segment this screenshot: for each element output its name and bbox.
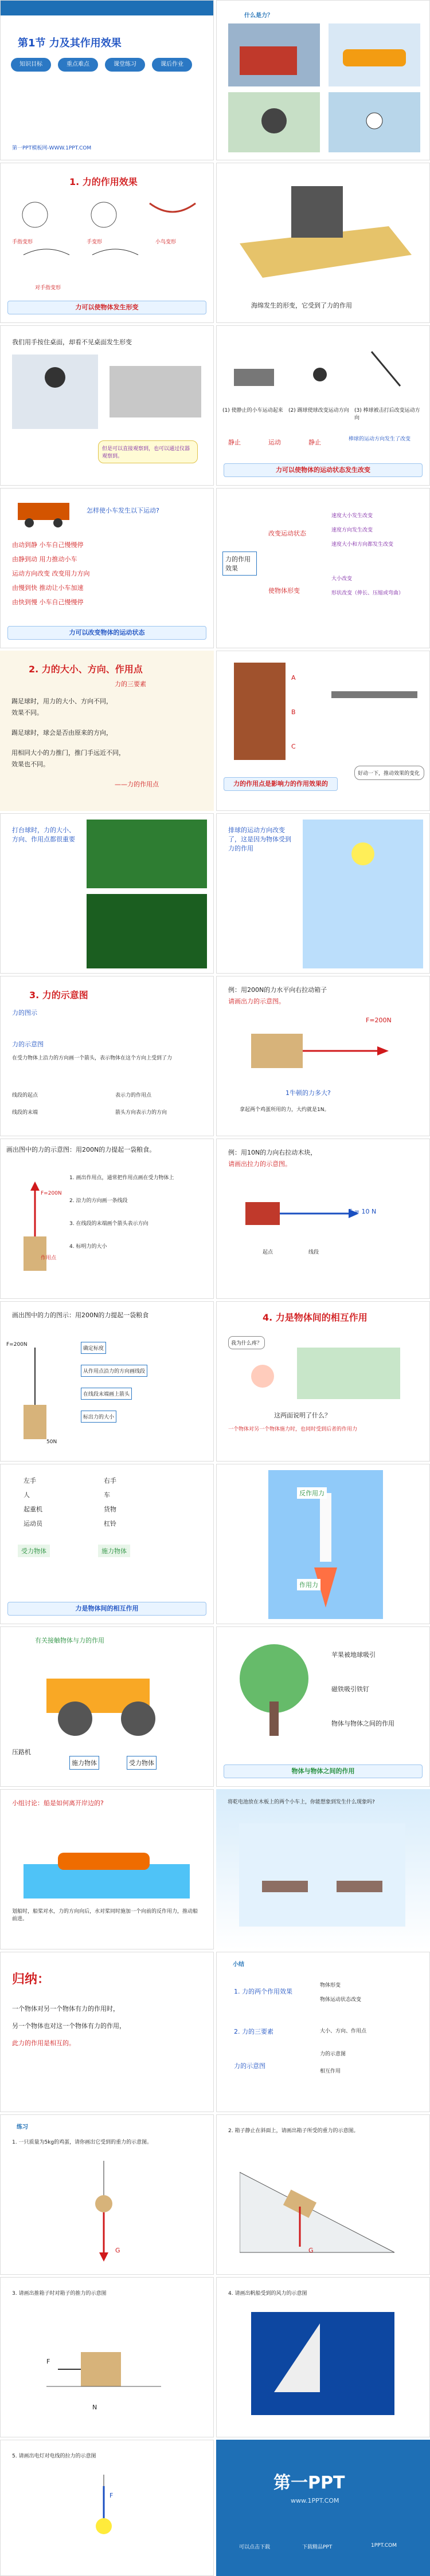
box-applier: 施力物体 — [69, 1756, 99, 1770]
banner: 力可以使物体发生形变 — [7, 301, 206, 314]
slide-exercise-1 — [0, 2114, 214, 2275]
label-point: 表示力的作用点 — [115, 1093, 152, 1098]
sub: 力的三要素 — [115, 680, 146, 688]
caption-3: (3) 棒球被击打后改变运动方向 — [354, 408, 420, 421]
slide-tag: 小结 — [228, 1961, 249, 1969]
sailboat-photo — [251, 2312, 394, 2415]
note: 拿起两个鸡蛋所用的力，大约就是1N。 — [240, 1107, 330, 1113]
chain-1: 静止 — [228, 439, 241, 446]
right-4: 杠铃 — [104, 1520, 116, 1527]
slide-exercise-3 — [0, 2277, 214, 2437]
boat-image — [24, 1818, 190, 1898]
title: 归纳： — [12, 1972, 50, 1987]
sub-1: 物体形变 — [320, 1983, 341, 1988]
box-receiver: 受力物体 — [127, 1756, 157, 1770]
slide-brand — [216, 2440, 430, 2576]
door-wrench — [228, 663, 423, 766]
slide-force-diagram — [0, 976, 214, 1136]
slide-roller — [0, 1626, 214, 1787]
battery-carts — [239, 1823, 405, 1927]
tab-key[interactable]: 重点难点 — [58, 58, 98, 72]
volleyball-photo — [303, 820, 423, 968]
info-3[interactable]: 1PPT.COM — [371, 2543, 397, 2549]
tab-practice[interactable]: 课堂练习 — [105, 58, 145, 72]
tail: ——力的作用点 — [115, 781, 159, 788]
slide-conclusion — [0, 1952, 214, 2112]
speed-both: 速度大小和方向都发生改变 — [331, 542, 394, 548]
label-g: G — [115, 2247, 120, 2254]
line-3: 踢足球时，球会是否由原来的方向， — [11, 729, 112, 736]
bubble: 我为什么疼？ — [228, 1336, 265, 1349]
heading: 2. 力的大小、方向、作用点 — [29, 664, 143, 675]
label-f: F=200N — [41, 1191, 62, 1196]
label-action: 作用力 — [297, 1579, 320, 1590]
label-end: 线段的末端 — [12, 1110, 38, 1116]
label-point: 作用点 — [41, 1255, 57, 1261]
soccer-kick — [240, 1348, 412, 1405]
slide-agents — [0, 1464, 214, 1624]
slide-what-is-force — [216, 0, 430, 160]
text: 2. 箱子静止在斜面上，请画出箱子所受的重力的示意图。 — [228, 2128, 359, 2134]
text: 我们用手按住桌面，却看不见桌面发生形变 — [12, 338, 132, 346]
effects-root: 力的作用效果 — [222, 552, 257, 576]
item-1: 1. 力的两个作用效果 — [234, 1988, 292, 1995]
box-3: 在线段末端画上箭头 — [81, 1388, 132, 1400]
item-2: 由静到动 用力推动小车 — [12, 556, 77, 563]
text: 例：用200N的力水平向右拉动箱子 — [228, 986, 327, 994]
text: 将乾电池放在木板上的两个小车上，你能想象到发生什么现象吗? — [228, 1799, 375, 1805]
label-1n: 1牛顿的力多大? — [286, 1089, 331, 1097]
heading: 3. 力的示意图 — [29, 990, 88, 1001]
label-line: 线段 — [308, 1250, 319, 1255]
box-1: 确定标度 — [81, 1342, 106, 1354]
label-start: 线段的起点 — [12, 1093, 38, 1098]
item-3: 力的示意图 — [234, 2062, 265, 2070]
banner-applier: 施力物体 — [98, 1545, 130, 1557]
slide-mutual-force — [216, 1301, 430, 1462]
info-2[interactable]: 下载精品PPT — [302, 2545, 333, 2550]
brand: 第一PPT — [273, 2473, 345, 2493]
label-direction: 箭头方向表示力的方向 — [115, 1110, 167, 1116]
speed-direction: 速度方向发生改变 — [331, 527, 373, 533]
shape-change: 形状改变（伸长、压缩或弯曲） — [331, 590, 404, 596]
label-f: F — [110, 2492, 114, 2499]
heading: 1. 力的作用效果 — [69, 176, 138, 187]
incline-diagram — [240, 2155, 400, 2258]
conclusion: 一个物体对另一个物体施力时，也同时受到后者的作用力 — [228, 1427, 358, 1432]
question: 这两面说明了什么？ — [274, 1412, 331, 1419]
slide-force-scale — [0, 1301, 214, 1462]
item-1: 由动到静 小车自己慢慢停 — [12, 541, 84, 549]
banner: 力可以改变物体的运动状态 — [7, 626, 206, 640]
cart-icon — [12, 497, 81, 531]
label-n: N — [92, 2404, 97, 2411]
step-3: 3. 在线段的末端画个箭头表示方向 — [69, 1221, 148, 1227]
label-to-finger: 对手指变形 — [35, 285, 61, 291]
info-1[interactable]: 可以点击下载 — [239, 2545, 271, 2550]
letter-a: A — [291, 674, 296, 682]
heading: 4. 力是物体间的相互作用 — [263, 1312, 368, 1323]
sub: 力的图示 — [12, 1009, 37, 1017]
sponge-image — [228, 175, 417, 289]
slide-tag: 什么是力？ — [240, 12, 277, 20]
title: 有关接触物体与力的作用 — [35, 1637, 104, 1644]
slide-boat — [0, 1789, 214, 1949]
box-4: 标出力的大小 — [81, 1411, 116, 1423]
banner-receiver: 受力物体 — [18, 1545, 50, 1557]
chain-2: 运动 — [268, 439, 281, 446]
force-photos — [228, 23, 423, 155]
slide-billiards — [0, 813, 214, 974]
item-4: 由慢到快 推动让小车加速 — [12, 584, 84, 592]
text: 4. 请画出帆船受到的风力的示意图 — [228, 2291, 307, 2297]
slide-exercise-2 — [216, 2114, 430, 2275]
note: 排球的运动方向改变了，这是因为物体受到力的作用 — [228, 826, 291, 852]
label-objects: 物体与物体之间的作用 — [331, 1720, 394, 1727]
text: 例：用10N的力向右拉动木块， — [228, 1149, 317, 1156]
label-reaction: 反作用力 — [297, 1487, 327, 1499]
speed-size: 速度大小发生改变 — [331, 513, 373, 519]
sub-5: 相互作用 — [320, 2069, 341, 2074]
bubble: 但是可以直接观察到，也可以通过仪器观察到。 — [98, 440, 198, 463]
brand-url: www.1PPT.COM — [291, 2497, 339, 2504]
desc: 在受力物体上沿力的方向画一个箭头，表示物体在这个方向上受到了力 — [12, 1055, 173, 1061]
slide-steps — [0, 1139, 214, 1299]
slide-desk — [0, 325, 214, 486]
apple-tree — [228, 1638, 320, 1742]
step-1: 1. 画出作用点，通常把作用点画在受力物体上 — [69, 1175, 174, 1181]
title: 画出图中的力的示意图：用200N的力提起一袋粮食。 — [6, 1146, 156, 1153]
label-f: F — [46, 2358, 50, 2365]
box-force-arrow — [240, 1017, 400, 1080]
desk-photos — [12, 355, 201, 435]
slide-door — [216, 651, 430, 811]
slide-box-example — [216, 976, 430, 1136]
label-magnet: 磁铁吸引铁钉 — [331, 1685, 369, 1693]
change-motion: 改变运动状态 — [268, 530, 306, 537]
caption-1: (1) 使静止的小车运动起来 — [222, 408, 283, 413]
block-force-arrow — [234, 1185, 406, 1242]
label-start: 起点 — [263, 1250, 273, 1255]
left-2: 人 — [24, 1491, 30, 1499]
question: 请画出拉力的示意图。 — [228, 1160, 291, 1168]
text: 力的示意图 — [12, 1041, 44, 1048]
step-2: 2. 沿力的方向画一条线段 — [69, 1198, 128, 1204]
caption: 压路机 — [12, 1748, 31, 1756]
slide-block-example — [216, 1139, 430, 1299]
line-1: 踢足球时，用力的大小、方向不同， — [11, 698, 112, 705]
caption: 海绵发生的形变，它受到了力的作用 — [251, 302, 352, 309]
line-4: 用相同大小的力推门，推门手远近不同， — [11, 749, 125, 757]
text: 1. 一只质量为5kg的鸡蛋，请你画出它受到的重力的示意图。 — [12, 2140, 153, 2145]
scale-diagram — [12, 1336, 58, 1451]
deformation-illustrations — [12, 192, 207, 283]
text: 划船时，船桨对水，力的方向向后，水对桨同时施加一个向前的反作用力，推动船前进。 — [12, 1909, 198, 1922]
slide-effects-summary — [216, 488, 430, 648]
footer: 力是物体间的相互作用 — [7, 1602, 206, 1616]
right-2: 车 — [104, 1491, 110, 1499]
right-3: 货物 — [104, 1506, 116, 1513]
slide-summary — [216, 1952, 430, 2112]
push-box — [46, 2329, 161, 2409]
caption-2: (2) 踢球使球改变运动方向 — [288, 408, 349, 413]
chain-3: 静止 — [308, 439, 321, 446]
line-1: 一个物体对另一个物体有力的作用时， — [12, 2005, 119, 2012]
sub-3: 大小、方向、作用点 — [320, 2028, 367, 2034]
text: 5. 请画出电灯对电线的拉力的示意图 — [12, 2453, 96, 2459]
motion-illustrations — [228, 334, 417, 403]
tab-goal[interactable]: 知识目标 — [11, 58, 51, 72]
right-1: 右手 — [104, 1477, 116, 1484]
left-1: 左手 — [24, 1477, 36, 1484]
box-2: 从作用点沿力的方向画线段 — [81, 1365, 147, 1377]
label-bird: 小鸟变形 — [155, 239, 177, 245]
banner: 力可以使物体的运动状态发生改变 — [224, 463, 423, 477]
sub-4: 力的示意图 — [320, 2051, 346, 2057]
billiard-photos — [87, 820, 207, 968]
footer: 物体与物体之间的作用 — [224, 1764, 423, 1778]
label-hand: 手变形 — [87, 239, 103, 245]
slide-battery — [216, 1789, 430, 1949]
letter-b: B — [291, 708, 296, 716]
question: 小组讨论：船是如何离开岸边的? — [12, 1799, 104, 1807]
slide-tag: 练习 — [12, 2124, 33, 2132]
slide-three-elements — [0, 651, 214, 811]
line-2: 另一个物体也对这一个物体有力的作用， — [12, 2022, 126, 2030]
slide-exercise-5 — [0, 2440, 214, 2576]
label-finger: 手指变形 — [12, 239, 33, 245]
slide-rocket — [216, 1464, 430, 1624]
label-f: F = 10 N — [349, 1208, 377, 1215]
slide-title — [0, 0, 214, 160]
lamp-diagram — [69, 2475, 138, 2572]
slide-deformation — [0, 163, 214, 323]
roller-image — [12, 1656, 201, 1742]
label-g: G — [308, 2247, 314, 2254]
banner: 力的作用点是影响力的作用效果的 — [224, 777, 338, 791]
question: 请画出力的示意图。 — [228, 998, 285, 1005]
label-f: F=200N — [6, 1342, 28, 1348]
label-apple: 苹果被地球吸引 — [331, 1651, 376, 1659]
top-band — [1, 1, 213, 15]
bubble: 好动一下，推动效果的变化 — [354, 766, 424, 780]
left-4: 运动员 — [24, 1520, 42, 1527]
label-scale: 50N — [46, 1439, 57, 1445]
slide-exercise-4 — [216, 2277, 430, 2437]
left-3: 起重机 — [24, 1506, 42, 1513]
slide-attraction — [216, 1626, 430, 1787]
hanging-egg — [69, 2161, 138, 2264]
item-2: 2. 力的三要素 — [234, 2028, 273, 2035]
line-2: 效果不同。 — [11, 709, 43, 716]
note: 棒球的运动方向发生了改变 — [349, 436, 411, 442]
item-3: 运动方向改变 改变用力方向 — [12, 570, 90, 577]
slide-title-text: 第1节 力及其作用效果 — [18, 37, 122, 49]
tab-homework[interactable]: 课后作业 — [152, 58, 192, 72]
step-4: 4. 标明力的大小 — [69, 1244, 107, 1250]
letter-c: C — [291, 743, 296, 750]
footer-text: 第一PPT模板网-WWW.1PPT.COM — [12, 145, 92, 151]
slide-volleyball — [216, 813, 430, 974]
line-5: 效果也不同。 — [11, 761, 49, 768]
question: 怎样使小车发生以下运动? — [87, 507, 159, 514]
line-3: 此力的作用是相互的。 — [12, 2039, 75, 2047]
slide-motion — [216, 325, 430, 486]
slide-cart — [0, 488, 214, 648]
size-change: 大小改变 — [331, 576, 353, 582]
slide-sponge — [216, 163, 430, 323]
text: 打台球时，力的大小、方向、作用点都很重要 — [12, 826, 75, 843]
change-shape: 使物体形变 — [268, 587, 300, 594]
text: 3. 请画出推箱子时对箱子的推力的示意图 — [12, 2291, 107, 2297]
item-5: 由快到慢 小车自己慢慢停 — [12, 598, 84, 606]
label-f: F=200N — [366, 1017, 392, 1024]
sub-2: 物体运动状态改变 — [320, 1997, 362, 2003]
question: 画出图中的力的图示：用200N的力提起一袋粮食 — [12, 1311, 149, 1319]
